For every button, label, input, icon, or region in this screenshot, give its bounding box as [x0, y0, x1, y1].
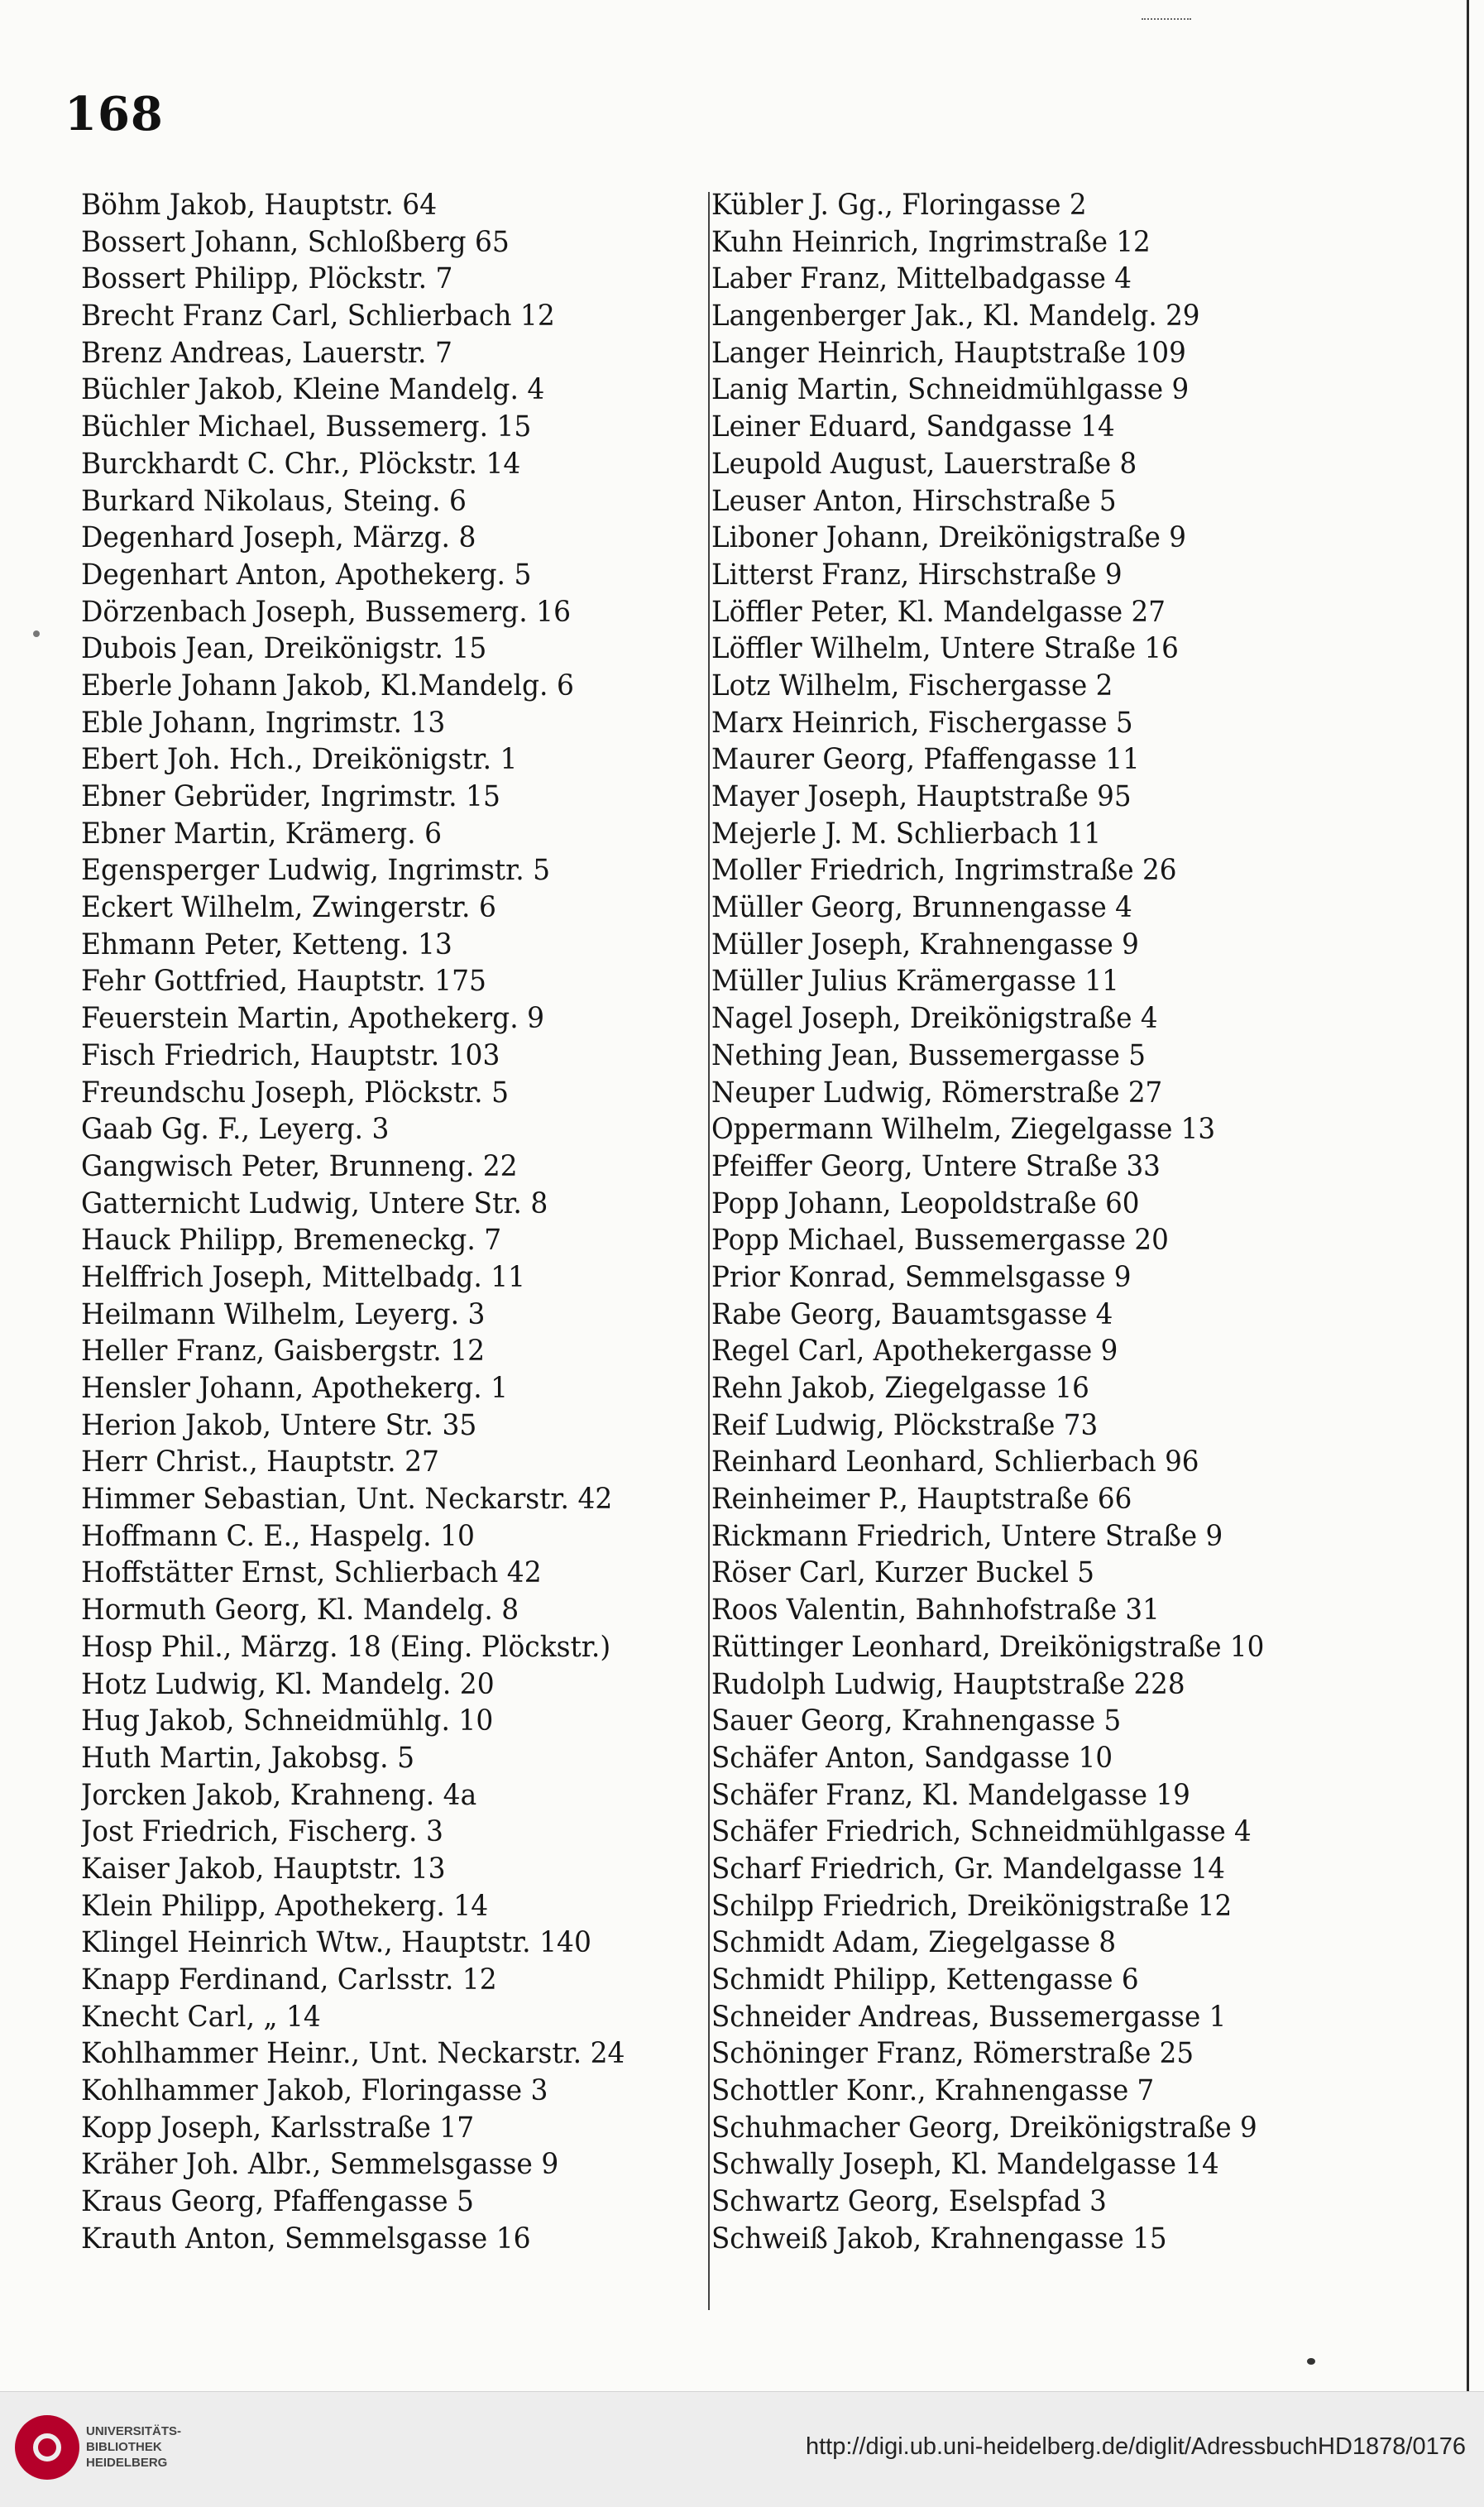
directory-entry: Kaiser Jakob, Hauptstr. 13 [81, 1852, 446, 1886]
directory-entry: Knapp Ferdinand, Carlsstr. 12 [81, 1963, 497, 1996]
directory-entry: Jost Friedrich, Fischerg. 3 [81, 1815, 443, 1849]
directory-entry: Heilmann Wilhelm, Leyerg. 3 [81, 1297, 486, 1331]
ub-heidelberg-logo-icon[interactable] [15, 2415, 79, 2480]
scan-speck [33, 630, 40, 637]
directory-entry: Klein Philipp, Apothekerg. 14 [81, 1889, 489, 1923]
directory-entry: Gangwisch Peter, Brunneng. 22 [81, 1149, 518, 1183]
column-divider [708, 192, 710, 2310]
directory-entry: Egensperger Ludwig, Ingrimstr. 5 [81, 854, 551, 888]
directory-entry: Regel Carl, Apothekergasse 9 [711, 1335, 1118, 1369]
directory-entry: Ebner Martin, Krämerg. 6 [81, 817, 443, 851]
directory-entry: Rudolph Ludwig, Hauptstraße 228 [711, 1667, 1185, 1701]
directory-entry: Müller Julius Krämergasse 11 [711, 965, 1119, 999]
directory-entry: Böhm Jakob, Hauptstr. 64 [81, 189, 438, 222]
directory-entry: Leiner Eduard, Sandgasse 14 [711, 410, 1115, 444]
directory-entry: Maurer Georg, Pfaffengasse 11 [711, 743, 1140, 777]
directory-entry: Roos Valentin, Bahnhofstraße 31 [711, 1594, 1160, 1627]
directory-entry: Schottler Konr., Krahnengasse 7 [711, 2074, 1155, 2108]
directory-entry: Hosp Phil., Märzg. 18 (Eing. Plöckstr.) [81, 1630, 611, 1664]
directory-entry: Jorcken Jakob, Krahneng. 4a [81, 1778, 477, 1812]
directory-entry: Liboner Johann, Dreikönigstraße 9 [711, 521, 1186, 555]
directory-entry: Fehr Gottfried, Hauptstr. 175 [81, 965, 486, 999]
directory-entry: Müller Georg, Brunnengasse 4 [711, 891, 1132, 925]
directory-entry: Büchler Michael, Bussemerg. 15 [81, 410, 532, 444]
directory-entry: Löffler Wilhelm, Untere Straße 16 [711, 632, 1179, 666]
directory-entry: Popp Johann, Leopoldstraße 60 [711, 1186, 1140, 1220]
directory-entry: Fisch Friedrich, Hauptstr. 103 [81, 1038, 500, 1072]
directory-entry: Laber Franz, Mittelbadgasse 4 [711, 262, 1132, 296]
directory-entry: Brenz Andreas, Lauerstr. 7 [81, 336, 452, 370]
directory-entry: Helffrich Joseph, Mittelbadg. 11 [81, 1260, 526, 1294]
directory-entry: Schilpp Friedrich, Dreikönigstraße 12 [711, 1889, 1233, 1923]
directory-entry: Litterst Franz, Hirschstraße 9 [711, 558, 1123, 592]
scan-speck [1307, 2358, 1315, 2365]
directory-entry: Schneider Andreas, Bussemergasse 1 [711, 2000, 1227, 2034]
directory-entry: Leupold August, Lauerstraße 8 [711, 447, 1137, 481]
directory-entry: Rabe Georg, Bauamtsgasse 4 [711, 1297, 1113, 1331]
directory-entry: Löffler Peter, Kl. Mandelgasse 27 [711, 595, 1166, 629]
directory-entry: Röser Carl, Kurzer Buckel 5 [711, 1556, 1094, 1590]
directory-entry: Reif Ludwig, Plöckstraße 73 [711, 1408, 1099, 1442]
directory-entry: Scharf Friedrich, Gr. Mandelgasse 14 [711, 1852, 1225, 1886]
directory-entry: Eble Johann, Ingrimstr. 13 [81, 706, 446, 740]
directory-entry: Burckhardt C. Chr., Plöckstr. 14 [81, 447, 521, 481]
directory-entry: Reinheimer P., Hauptstraße 66 [711, 1483, 1132, 1517]
directory-entry: Ebner Gebrüder, Ingrimstr. 15 [81, 780, 500, 813]
directory-entry: Hauck Philipp, Bremeneckg. 7 [81, 1224, 502, 1258]
directory-entry: Rickmann Friedrich, Untere Straße 9 [711, 1519, 1223, 1553]
directory-entry: Kohlhammer Jakob, Floringasse 3 [81, 2074, 548, 2108]
directory-entry: Lotz Wilhelm, Fischergasse 2 [711, 669, 1113, 702]
directory-entry: Kübler J. Gg., Floringasse 2 [711, 189, 1087, 222]
directory-entry: Kuhn Heinrich, Ingrimstraße 12 [711, 225, 1151, 259]
directory-entry: Degenhart Anton, Apothekerg. 5 [81, 558, 532, 592]
directory-entry: Huth Martin, Jakobsg. 5 [81, 1741, 415, 1775]
directory-entry: Schweiß Jakob, Krahnengasse 15 [711, 2222, 1167, 2255]
directory-entry: Hoffstätter Ernst, Schlierbach 42 [81, 1556, 542, 1590]
library-name-line: BIBLIOTHEK [86, 2440, 162, 2454]
scan-mark [1142, 18, 1191, 25]
directory-entry: Mejerle J. M. Schlierbach 11 [711, 817, 1102, 851]
directory-entry: Langer Heinrich, Hauptstraße 109 [711, 336, 1186, 370]
directory-entry: Burkard Nikolaus, Steing. 6 [81, 484, 467, 518]
source-url-link[interactable]: http://digi.ub.uni-heidelberg.de/diglit/AdressbuchHD1878/0176 [805, 2433, 1466, 2460]
right-column [711, 187, 1439, 2258]
directory-entry: Rüttinger Leonhard, Dreikönigstraße 10 [711, 1630, 1265, 1664]
directory-entry: Nething Jean, Bussemergasse 5 [711, 1038, 1146, 1072]
library-name-line: HEIDELBERG [86, 2456, 168, 2470]
directory-entry: Popp Michael, Bussemergasse 20 [711, 1224, 1169, 1258]
directory-entry: Klingel Heinrich Wtw., Hauptstr. 140 [81, 1926, 591, 1960]
directory-entry: Freundschu Joseph, Plöckstr. 5 [81, 1076, 510, 1110]
directory-entry: Himmer Sebastian, Unt. Neckarstr. 42 [81, 1483, 613, 1517]
directory-entry: Schmidt Adam, Ziegelgasse 8 [711, 1926, 1117, 1960]
directory-entry: Brecht Franz Carl, Schlierbach 12 [81, 300, 555, 333]
directory-entry: Bossert Philipp, Plöckstr. 7 [81, 262, 453, 296]
directory-entry: Kräher Joh. Albr., Semmelsgasse 9 [81, 2148, 559, 2182]
directory-entry: Kohlhammer Heinr., Unt. Neckarstr. 24 [81, 2037, 625, 2071]
directory-entry: Dörzenbach Joseph, Bussemerg. 16 [81, 595, 572, 629]
directory-entry: Sauer Georg, Krahnengasse 5 [711, 1704, 1122, 1738]
directory-entry: Nagel Joseph, Dreikönigstraße 4 [711, 1002, 1158, 1036]
directory-entry: Moller Friedrich, Ingrimstraße 26 [711, 854, 1177, 888]
directory-entry: Pfeiffer Georg, Untere Straße 33 [711, 1149, 1161, 1183]
directory-entry: Heller Franz, Gaisbergstr. 12 [81, 1335, 486, 1369]
directory-entry: Rehn Jakob, Ziegelgasse 16 [711, 1372, 1089, 1405]
page-number: 168 [65, 87, 164, 141]
directory-entry: Knecht Carl, „ 14 [81, 2000, 321, 2034]
directory-entry: Hormuth Georg, Kl. Mandelg. 8 [81, 1594, 519, 1627]
directory-entry: Müller Joseph, Krahnengasse 9 [711, 928, 1139, 961]
directory-entry: Schäfer Franz, Kl. Mandelgasse 19 [711, 1778, 1190, 1812]
directory-entry: Leuser Anton, Hirschstraße 5 [711, 484, 1117, 518]
directory-entry: Lanig Martin, Schneidmühlgasse 9 [711, 373, 1190, 407]
directory-entry: Schöninger Franz, Römerstraße 25 [711, 2037, 1194, 2071]
directory-entry: Schäfer Anton, Sandgasse 10 [711, 1741, 1113, 1775]
directory-entry: Büchler Jakob, Kleine Mandelg. 4 [81, 373, 545, 407]
directory-entry: Hotz Ludwig, Kl. Mandelg. 20 [81, 1667, 495, 1701]
directory-entry: Neuper Ludwig, Römerstraße 27 [711, 1076, 1163, 1110]
directory-entry: Schwartz Georg, Eselspfad 3 [711, 2185, 1107, 2219]
left-column [81, 187, 710, 2258]
directory-entry: Hug Jakob, Schneidmühlg. 10 [81, 1704, 494, 1738]
directory-entry: Eberle Johann Jakob, Kl.Mandelg. 6 [81, 669, 574, 702]
directory-entry: Schuhmacher Georg, Dreikönigstraße 9 [711, 2111, 1257, 2145]
directory-entry: Feuerstein Martin, Apothekerg. 9 [81, 1002, 545, 1036]
directory-entry: Krauth Anton, Semmelsgasse 16 [81, 2222, 531, 2255]
directory-entry: Mayer Joseph, Hauptstraße 95 [711, 780, 1132, 813]
directory-entry: Hoffmann C. E., Haspelg. 10 [81, 1519, 475, 1553]
directory-entry: Ehmann Peter, Ketteng. 13 [81, 928, 452, 961]
directory-entry: Herr Christ., Hauptstr. 27 [81, 1445, 439, 1479]
directory-entry: Schäfer Friedrich, Schneidmühlgasse 4 [711, 1815, 1252, 1849]
directory-entry: Eckert Wilhelm, Zwingerstr. 6 [81, 891, 496, 925]
directory-entry: Bossert Johann, Schloßberg 65 [81, 225, 510, 259]
directory-entry: Herion Jakob, Untere Str. 35 [81, 1408, 477, 1442]
directory-entry: Ebert Joh. Hch., Dreikönigstr. 1 [81, 743, 518, 777]
directory-entry: Prior Konrad, Semmelsgasse 9 [711, 1260, 1132, 1294]
scan-edge [1467, 0, 1469, 2391]
footer-bar [0, 2391, 1484, 2507]
directory-entry: Marx Heinrich, Fischergasse 5 [711, 706, 1133, 740]
directory-entry: Gatternicht Ludwig, Untere Str. 8 [81, 1186, 548, 1220]
directory-entry: Schwally Joseph, Kl. Mandelgasse 14 [711, 2148, 1219, 2182]
directory-entry: Langenberger Jak., Kl. Mandelg. 29 [711, 300, 1200, 333]
directory-entry: Gaab Gg. F., Leyerg. 3 [81, 1113, 390, 1147]
directory-entry: Kraus Georg, Pfaffengasse 5 [81, 2185, 474, 2219]
directory-entry: Hensler Johann, Apothekerg. 1 [81, 1372, 509, 1405]
library-name [86, 2423, 181, 2471]
library-name-line: UNIVERSITÄTS- [86, 2424, 182, 2438]
directory-entry: Dubois Jean, Dreikönigstr. 15 [81, 632, 487, 666]
directory-entry: Reinhard Leonhard, Schlierbach 96 [711, 1445, 1199, 1479]
directory-entry: Schmidt Philipp, Kettengasse 6 [711, 1963, 1139, 1996]
directory-entry: Oppermann Wilhelm, Ziegelgasse 13 [711, 1113, 1216, 1147]
directory-entry: Kopp Joseph, Karlsstraße 17 [81, 2111, 475, 2145]
directory-entry: Degenhard Joseph, Märzg. 8 [81, 521, 476, 555]
